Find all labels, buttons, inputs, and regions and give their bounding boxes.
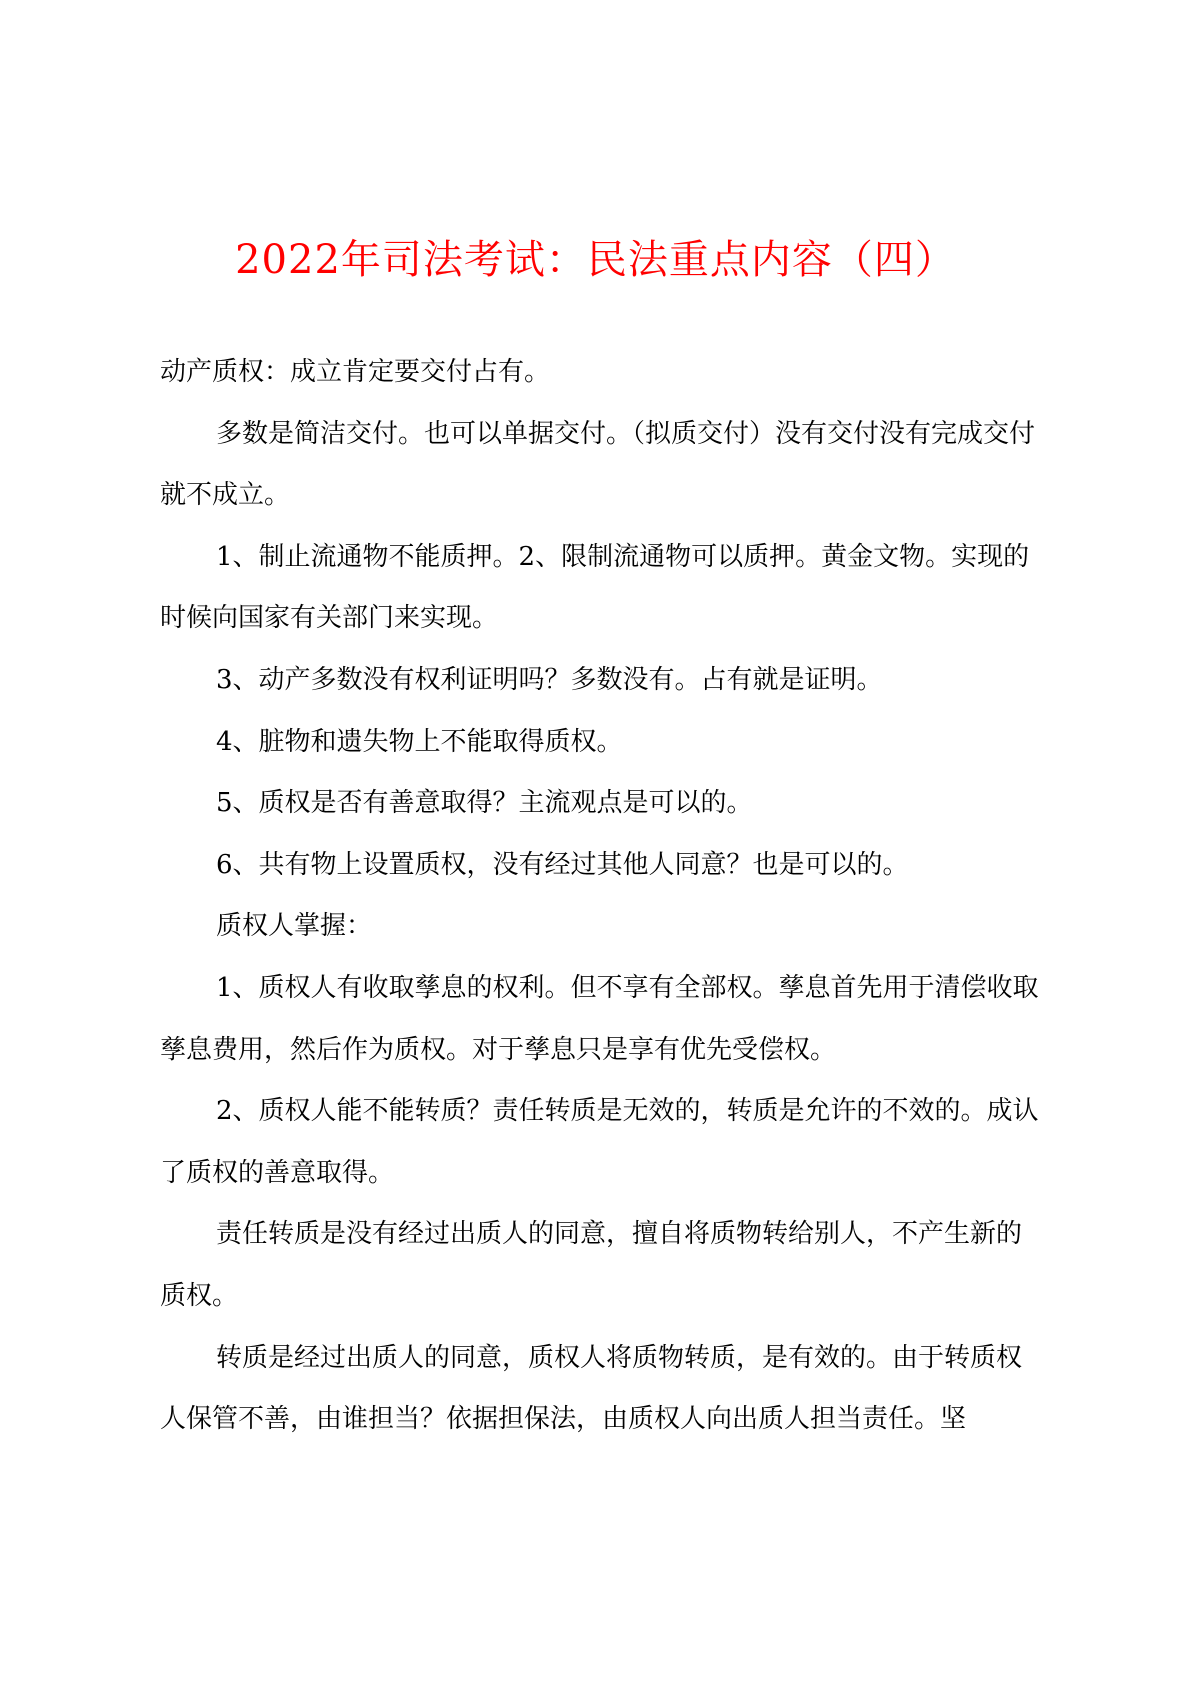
paragraph: 3、动产多数没有权利证明吗？多数没有。占有就是证明。: [216, 664, 883, 695]
paragraph: 责任转质是没有经过出质人的同意，擅自将质物转给别人，不产生新的质权。: [160, 1219, 1023, 1311]
paragraph: 动产质权：成立肯定要交付占有。: [160, 357, 551, 387]
paragraph: 1、制止流通物不能质押。2、限制流通物可以质押。黄金文物。实现的时候向国家有关部门来实现。: [160, 541, 1030, 634]
document-body: [160, 342, 1040, 1451]
paragraph: 6、共有物上设置质权，没有经过其他人同意？也是可以的。: [216, 849, 909, 880]
paragraph: 4、脏物和遗失物上不能取得质权。: [216, 726, 623, 757]
paragraph: 质权人掌握：: [216, 911, 373, 942]
paragraph: 转质是经过出质人的同意，质权人将质物转质，是有效的。由于转质权人保管不善，由谁担当？依据担保法，由质权人向出质人担当责任。坚: [160, 1342, 1023, 1435]
document-title: 2022年司法考试：民法重点内容（四）: [235, 237, 956, 283]
paragraph: 多数是简洁交付。也可以单据交付。（拟质交付）没有交付没有完成交付就不成立。: [160, 418, 1036, 511]
paragraph: 1、质权人有收取孳息的权利。但不享有全部权。孳息首先用于清偿收取孳息费用，然后作为质权。对于孳息只是享有优先受偿权。: [160, 972, 1039, 1065]
paragraph: 2、质权人能不能转质？责任转质是无效的，转质是允许的不效的。成认了质权的善意取得。: [160, 1096, 1039, 1188]
paragraph: 5、质权是否有善意取得？主流观点是可以的。: [216, 788, 753, 819]
